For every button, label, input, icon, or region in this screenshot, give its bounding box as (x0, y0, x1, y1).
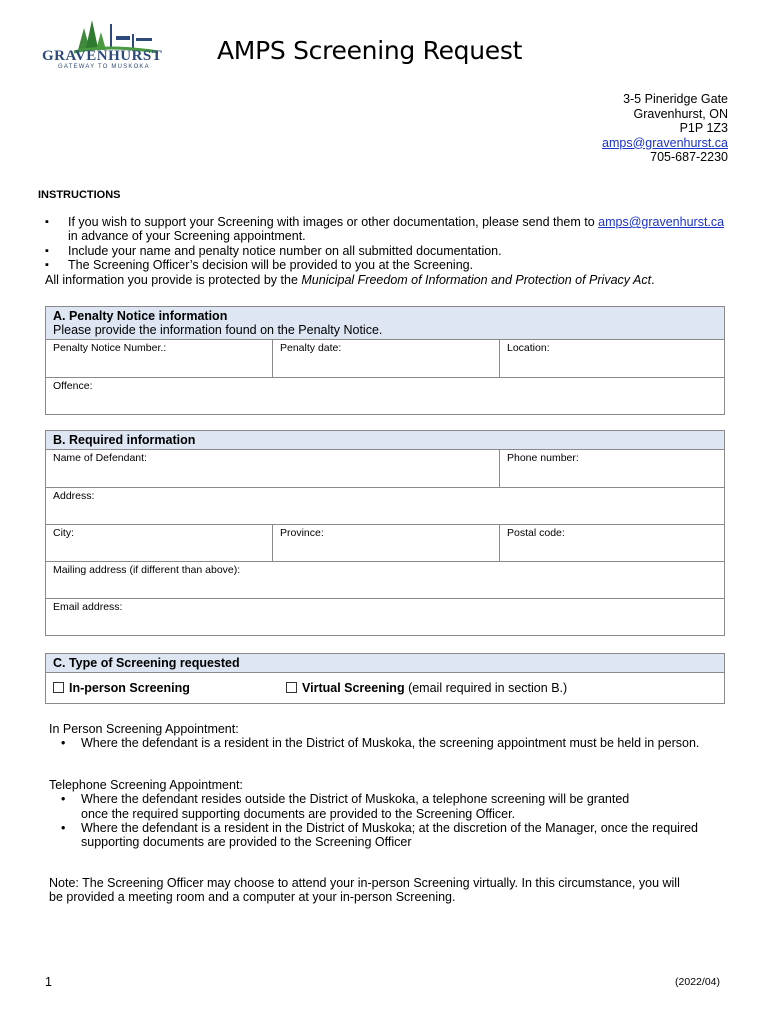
penalty-number-field[interactable]: Penalty Notice Number.: (53, 342, 167, 354)
virtual-note: (email required in section B.) (404, 681, 568, 695)
offence-field[interactable]: Offence: (53, 380, 93, 392)
telephone-heading: Telephone Screening Appointment: (49, 778, 243, 792)
address-field[interactable]: Address: (53, 490, 95, 502)
phone-field[interactable]: Phone number: (499, 450, 724, 487)
office-address (602, 92, 728, 165)
mailing-address-field[interactable]: Mailing address (if different than above): (53, 564, 241, 576)
penalty-date-field[interactable]: Penalty date: (272, 340, 499, 377)
list-item: ▪ The Screening Officer’s decision will be provided to you at the Screening. (44, 258, 734, 272)
section-b-title: B. Required information (53, 433, 196, 447)
instructions-heading: INSTRUCTIONS (38, 189, 121, 201)
gravenhurst-logo (40, 14, 172, 76)
section-a-subtitle: Please provide the information found on the Penalty Notice. (53, 323, 383, 337)
list-item: ▪ Include your name and penalty notice number on all submitted documentation. (44, 244, 734, 258)
address-line3: P1P 1Z3 (679, 121, 728, 135)
virtual-option[interactable] (286, 681, 567, 695)
list-item: • Where the defendant resides outside the District of Muskoka, a telephone screening will be granted once the required supporting documents are provided to the Screening Officer. (61, 792, 641, 821)
section-c-title: C. Type of Screening requested (53, 656, 240, 670)
logo-tagline: GATEWAY TO MUSKOKA (58, 64, 150, 70)
address-line1: 3-5 Pineridge Gate (623, 92, 728, 106)
section-b-header (46, 431, 724, 450)
instruction-email-link[interactable]: amps@gravenhurst.ca (598, 215, 725, 229)
screening-note: Note: The Screening Officer may choose to attend your in-person Screening virtually. In this circumstance, you will be provided a meeting room and a computer at your in-person Screening. (49, 876, 680, 905)
privacy-notice (45, 273, 735, 288)
section-b-required-info (45, 430, 725, 636)
privacy-act-name: Municipal Freedom of Information and Protection of Privacy Act (301, 273, 652, 287)
section-c-header (46, 654, 724, 673)
list-item: • Where the defendant is a resident in the District of Muskoka; at the discretion of the Manager, once the required supporting documents are provided to the Screening Officer (61, 821, 721, 850)
in-person-label: In-person Screening (69, 681, 190, 695)
address-phone: 705-687-2230 (650, 150, 728, 164)
postal-code-field[interactable]: Postal code: (499, 525, 724, 561)
virtual-checkbox[interactable] (286, 682, 297, 693)
logo-name: GRAVENHURST (42, 48, 163, 64)
section-c-screening-type (45, 653, 725, 704)
list-item (44, 215, 734, 244)
province-field[interactable]: Province: (272, 525, 499, 561)
in-person-info (49, 722, 729, 751)
city-field[interactable]: City: (53, 527, 74, 539)
virtual-label: Virtual Screening (302, 681, 405, 695)
section-a-header (46, 307, 724, 340)
instruction-text: in advance of your Screening appointment. (68, 229, 306, 244)
in-person-heading: In Person Screening Appointment: (49, 722, 239, 736)
in-person-option[interactable] (46, 681, 286, 695)
page-number: 1 (45, 975, 52, 989)
section-a-title: A. Penalty Notice information (53, 309, 228, 323)
address-line2: Gravenhurst, ON (633, 106, 728, 121)
section-a-penalty-notice (45, 306, 725, 415)
revision-date: (2022/04) (675, 976, 720, 988)
instructions-list (44, 215, 734, 272)
privacy-text: All information you provide is protected by the (45, 273, 302, 287)
email-field[interactable]: Email address: (53, 601, 123, 613)
telephone-info (49, 778, 729, 849)
location-field[interactable]: Location: (499, 340, 724, 377)
in-person-checkbox[interactable] (53, 682, 64, 693)
address-email-link[interactable]: amps@gravenhurst.ca (602, 135, 728, 150)
privacy-text: . (651, 273, 655, 287)
page-title: AMPS Screening Request (217, 36, 523, 65)
list-item: • Where the defendant is a resident in the District of Muskoka, the screening appointment must be held in person. (61, 736, 711, 750)
defendant-name-field[interactable]: Name of Defendant: (53, 452, 147, 464)
instruction-text: If you wish to support your Screening with images or other documentation, please send them to (68, 215, 599, 229)
